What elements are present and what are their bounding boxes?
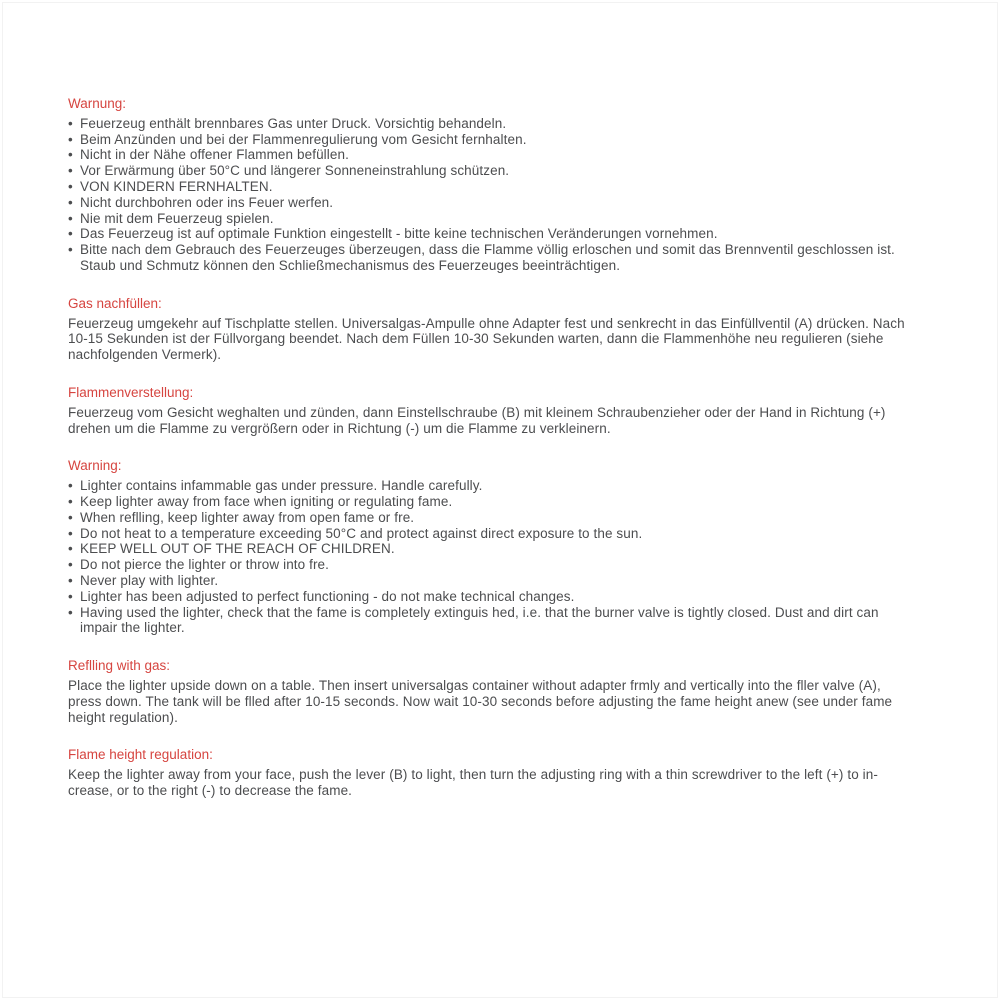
bullet-item: • VON KINDERN FERNHALTEN. [68,179,908,195]
bullet-item: • KEEP WELL OUT OF THE REACH OF CHILDREN. [68,541,908,557]
instruction-content [68,96,908,799]
bullet-item: • Do not heat to a temperature exceeding 50°C and protect against direct exposure to the sun. [68,526,908,542]
bullet-item: • Lighter has been adjusted to perfect functioning - do not make technical changes. [68,589,908,605]
section-flammenverstellung [68,385,908,436]
section-flame-height-regulation [68,747,908,798]
bullet-item: • Do not pierce the lighter or throw into fre. [68,557,908,573]
section-text-refilling-with-gas: Place the lighter upside down on a table. Then insert universalgas container without adapter frmly and vertically into the fller valve (A), press down. The tank will be flled after 10-15 seconds. Now wait 10-30 seconds before adjusting the fame height anew (see under fame height regulation). [68,677,893,725]
section-heading-warnung-de: Warnung: [68,96,127,111]
bullet-item: • When reflling, keep lighter away from open fame or fre. [68,510,908,526]
section-text-flame-height-regulation: Keep the lighter away from your face, push the lever (B) to light, then turn the adjusting ring with a thin screwdriver to the left (+) to in- crease, or to the right (-) to decrease the fame. [68,767,878,798]
section-warnung-de [68,96,908,274]
warning-en-list [68,478,908,636]
bullet-item: • Nie mit dem Feuerzeug spielen. [68,211,908,227]
bullet-item: • Having used the lighter, check that the fame is completely extinguis hed, i.e. that the burner valve is tightly closed. Dust and dirt can impair the lighter. [68,605,908,637]
section-heading-gas-nachfuellen: Gas nachfüllen: [68,295,162,311]
section-gas-nachfuellen [68,296,908,363]
bullet-item: • Beim Anzünden und bei der Flammenregulierung vom Gesicht fernhalten. [68,132,908,148]
section-warning-en [68,458,908,636]
section-heading-warning-en: Warning: [68,458,122,474]
bullet-item: • Bitte nach dem Gebrauch des Feuerzeuges überzeugen, dass die Flamme völlig erloschen und somit das Brennventil geschlossen ist. Staub und Schmutz können den Schließmechanismus des Feuerzeuges beeinträchtigen. [68,242,908,274]
bullet-item: • Vor Erwärmung über 50°C und längerer Sonneneinstrahlung schützen. [68,163,908,179]
section-refilling-with-gas [68,658,908,725]
bullet-item: • Nicht durchbohren oder ins Feuer werfen. [68,195,908,211]
warnung-de-list [68,116,908,274]
bullet-item: • Feuerzeug enthält brennbares Gas unter Druck. Vorsichtig behandeln. [68,116,908,132]
section-heading-refilling-with-gas: Reflling with gas: [68,658,171,674]
section-heading-flame-height-regulation: Flame height regulation: [68,747,213,763]
section-text-flammenverstellung: Feuerzeug vom Gesicht weghalten und zünden, dann Einstellschraube (B) mit kleinem Schraubenzieher oder der Hand in Richtung (+) drehen um die Flamme zu vergrößern oder in Richtung (-) um die Flamme zu verkleinern. [68,404,886,436]
bullet-item: • Nicht in der Nähe offener Flammen befüllen. [68,147,908,163]
bullet-item: • Keep lighter away from face when igniting or regulating fame. [68,494,908,510]
section-heading-flammenverstellung: Flammenverstellung: [68,384,194,400]
section-text-gas-nachfuellen: Feuerzeug umgekehr auf Tischplatte stellen. Universalgas-Ampulle ohne Adapter fest und senkrecht in das Einfüllventil (A) drücken. Nach 10-15 Sekunden ist der Füllvorgang beendet. Nach dem Füllen 10-30 Sekunden warten, dann die Flammenhöhe neu regulieren (siehe nachfolgenden Vermerk). [68,315,905,363]
bullet-item: • Das Feuerzeug ist auf optimale Funktion eingestellt - bitte keine technischen Veränderungen vornehmen. [68,226,908,242]
bullet-item: • Never play with lighter. [68,573,908,589]
bullet-item: • Lighter contains infammable gas under pressure. Handle carefully. [68,478,908,494]
